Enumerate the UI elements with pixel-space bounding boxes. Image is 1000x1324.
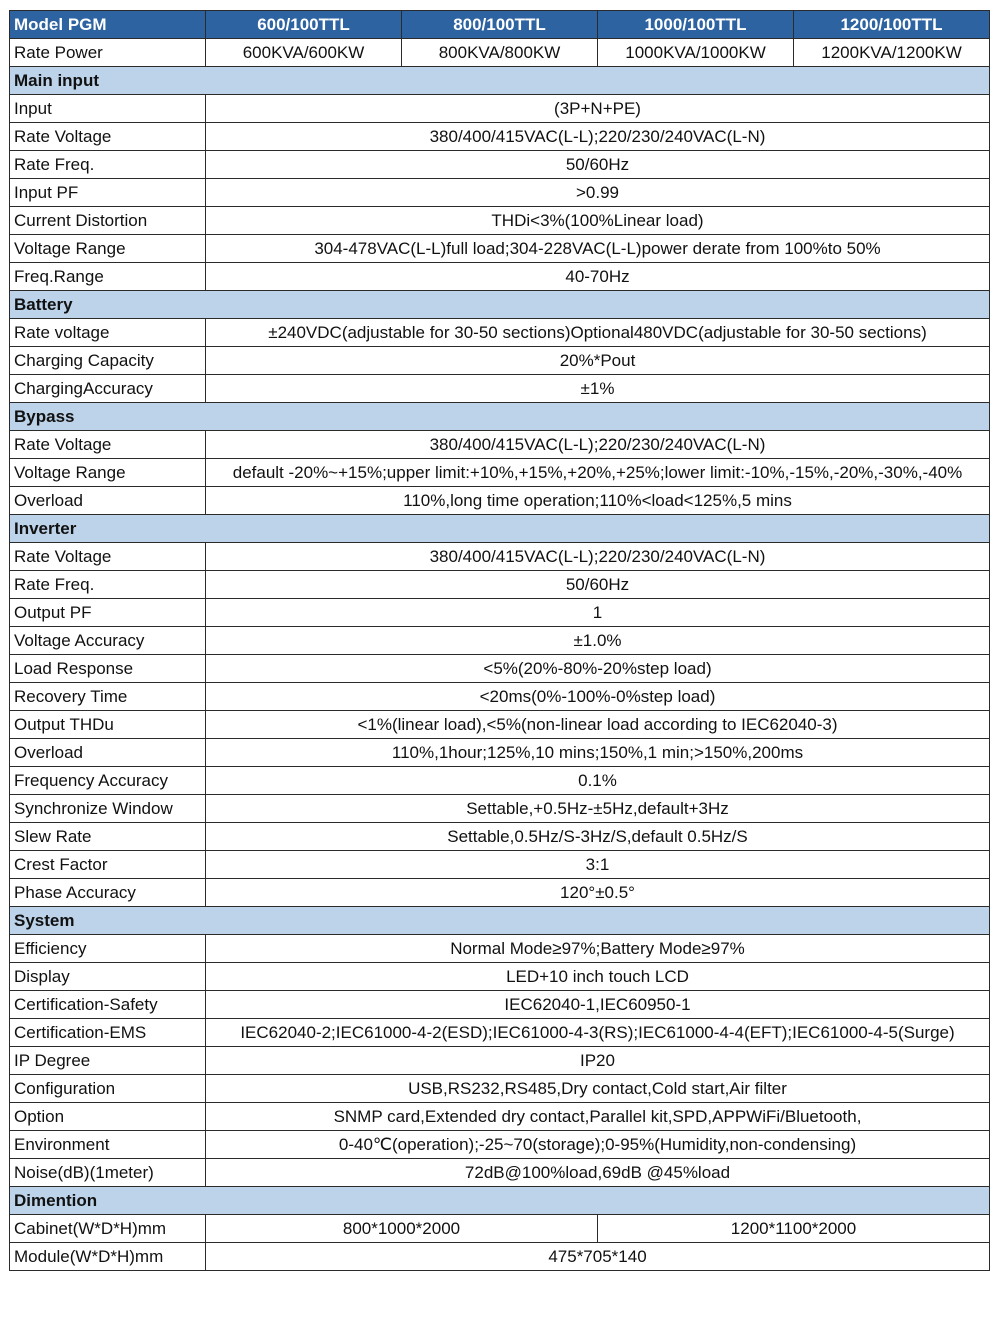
row-value: SNMP card,Extended dry contact,Parallel kit,SPD,APPWiFi/Bluetooth, xyxy=(206,1103,990,1131)
row-value: 380/400/415VAC(L-L);220/230/240VAC(L-N) xyxy=(206,431,990,459)
row-value: 1 xyxy=(206,599,990,627)
section-title: Battery xyxy=(10,291,990,319)
cabinet-value: 1200*1100*2000 xyxy=(598,1215,990,1243)
section-title: Inverter xyxy=(10,515,990,543)
row-label: Charging Capacity xyxy=(10,347,206,375)
row-value: Settable,+0.5Hz-±5Hz,default+3Hz xyxy=(206,795,990,823)
row-label: Phase Accuracy xyxy=(10,879,206,907)
cabinet-row xyxy=(10,1215,990,1243)
row-value: 0.1% xyxy=(206,767,990,795)
table-row xyxy=(10,459,990,487)
row-label: Overload xyxy=(10,487,206,515)
row-value: default -20%~+15%;upper limit:+10%,+15%,+20%,+25%;lower limit:-10%,-15%,-20%,-30%,-40% xyxy=(206,459,990,487)
table-row xyxy=(10,207,990,235)
row-value: 50/60Hz xyxy=(206,151,990,179)
row-value: IP20 xyxy=(206,1047,990,1075)
row-label: Voltage Accuracy xyxy=(10,627,206,655)
table-row xyxy=(10,571,990,599)
table-row xyxy=(10,375,990,403)
table-row xyxy=(10,1019,990,1047)
row-label: Rate Voltage xyxy=(10,123,206,151)
section-header-row xyxy=(10,67,990,95)
section-header-row xyxy=(10,291,990,319)
row-value: 110%,long time operation;110%<load<125%,5 mins xyxy=(206,487,990,515)
row-label: Certification-Safety xyxy=(10,991,206,1019)
table-row xyxy=(10,123,990,151)
row-label: Rate Voltage xyxy=(10,431,206,459)
row-label: Display xyxy=(10,963,206,991)
module-value: 475*705*140 xyxy=(206,1243,990,1271)
row-value: LED+10 inch touch LCD xyxy=(206,963,990,991)
section-title: Dimention xyxy=(10,1187,990,1215)
rate-power-value: 600KVA/600KW xyxy=(206,39,402,67)
row-value: 20%*Pout xyxy=(206,347,990,375)
row-value: 3:1 xyxy=(206,851,990,879)
row-value: <20ms(0%-100%-0%step load) xyxy=(206,683,990,711)
table-row xyxy=(10,347,990,375)
row-value: 0-40℃(operation);-25~70(storage);0-95%(Humidity,non-condensing) xyxy=(206,1131,990,1159)
row-label: Efficiency xyxy=(10,935,206,963)
row-label: Environment xyxy=(10,1131,206,1159)
table-row xyxy=(10,711,990,739)
row-value: 40-70Hz xyxy=(206,263,990,291)
row-value: 120°±0.5° xyxy=(206,879,990,907)
row-label: Rate Freq. xyxy=(10,151,206,179)
section-header-row xyxy=(10,515,990,543)
row-value: IEC62040-2;IEC61000-4-2(ESD);IEC61000-4-3(RS);IEC61000-4-4(EFT);IEC61000-4-5(Surge) xyxy=(206,1019,990,1047)
table-row xyxy=(10,963,990,991)
table-row xyxy=(10,235,990,263)
row-value: 110%,1hour;125%,10 mins;150%,1 min;>150%,200ms xyxy=(206,739,990,767)
row-label: IP Degree xyxy=(10,1047,206,1075)
row-label: Configuration xyxy=(10,1075,206,1103)
table-row xyxy=(10,543,990,571)
row-label: Load Response xyxy=(10,655,206,683)
table-row xyxy=(10,95,990,123)
section-header-row xyxy=(10,1187,990,1215)
row-label: Input PF xyxy=(10,179,206,207)
row-label: Module(W*D*H)mm xyxy=(10,1243,206,1271)
row-label: Rate Voltage xyxy=(10,543,206,571)
table-row xyxy=(10,319,990,347)
column-header: 1000/100TTL xyxy=(598,11,794,39)
table-row xyxy=(10,151,990,179)
row-label: Option xyxy=(10,1103,206,1131)
column-header: 800/100TTL xyxy=(402,11,598,39)
row-label: Frequency Accuracy xyxy=(10,767,206,795)
section-header-row xyxy=(10,907,990,935)
table-row xyxy=(10,1131,990,1159)
row-label: Overload xyxy=(10,739,206,767)
row-label: Voltage Range xyxy=(10,235,206,263)
rate-power-row xyxy=(10,39,990,67)
cabinet-value: 800*1000*2000 xyxy=(206,1215,598,1243)
table-row xyxy=(10,879,990,907)
table-row xyxy=(10,767,990,795)
row-value: IEC62040-1,IEC60950-1 xyxy=(206,991,990,1019)
row-label: ChargingAccuracy xyxy=(10,375,206,403)
row-value: >0.99 xyxy=(206,179,990,207)
row-label: Output THDu xyxy=(10,711,206,739)
row-label: Rate Power xyxy=(10,39,206,67)
spec-table xyxy=(9,10,990,1271)
table-row xyxy=(10,1159,990,1187)
table-row xyxy=(10,627,990,655)
row-value: USB,RS232,RS485,Dry contact,Cold start,Air filter xyxy=(206,1075,990,1103)
spec-table-body xyxy=(10,11,990,1271)
row-label: Input xyxy=(10,95,206,123)
table-row xyxy=(10,935,990,963)
rate-power-value: 800KVA/800KW xyxy=(402,39,598,67)
row-value: 304-478VAC(L-L)full load;304-228VAC(L-L)power derate from 100%to 50% xyxy=(206,235,990,263)
table-row xyxy=(10,1103,990,1131)
row-value: <5%(20%-80%-20%step load) xyxy=(206,655,990,683)
section-title: Bypass xyxy=(10,403,990,431)
section-title: Main input xyxy=(10,67,990,95)
row-value: THDi<3%(100%Linear load) xyxy=(206,207,990,235)
table-row xyxy=(10,431,990,459)
row-label: Certification-EMS xyxy=(10,1019,206,1047)
table-row xyxy=(10,179,990,207)
header-row xyxy=(10,11,990,39)
row-label: Synchronize Window xyxy=(10,795,206,823)
row-label: Rate Freq. xyxy=(10,571,206,599)
row-value: Settable,0.5Hz/S-3Hz/S,default 0.5Hz/S xyxy=(206,823,990,851)
row-label: Recovery Time xyxy=(10,683,206,711)
row-value: 72dB@100%load,69dB @45%load xyxy=(206,1159,990,1187)
table-row xyxy=(10,263,990,291)
row-label: Voltage Range xyxy=(10,459,206,487)
row-value: <1%(linear load),<5%(non-linear load according to IEC62040-3) xyxy=(206,711,990,739)
module-row xyxy=(10,1243,990,1271)
rate-power-value: 1000KVA/1000KW xyxy=(598,39,794,67)
model-header: Model PGM xyxy=(10,11,206,39)
row-label: Freq.Range xyxy=(10,263,206,291)
row-value: (3P+N+PE) xyxy=(206,95,990,123)
column-header: 600/100TTL xyxy=(206,11,402,39)
table-row xyxy=(10,599,990,627)
row-label: Current Distortion xyxy=(10,207,206,235)
section-header-row xyxy=(10,403,990,431)
row-label: Crest Factor xyxy=(10,851,206,879)
row-label: Output PF xyxy=(10,599,206,627)
section-title: System xyxy=(10,907,990,935)
column-header: 1200/100TTL xyxy=(794,11,990,39)
table-row xyxy=(10,795,990,823)
table-row xyxy=(10,739,990,767)
rate-power-value: 1200KVA/1200KW xyxy=(794,39,990,67)
table-row xyxy=(10,823,990,851)
row-label: Cabinet(W*D*H)mm xyxy=(10,1215,206,1243)
table-row xyxy=(10,1047,990,1075)
table-row xyxy=(10,1075,990,1103)
row-label: Slew Rate xyxy=(10,823,206,851)
row-value: ±1% xyxy=(206,375,990,403)
row-value: ±1.0% xyxy=(206,627,990,655)
table-row xyxy=(10,683,990,711)
row-label: Noise(dB)(1meter) xyxy=(10,1159,206,1187)
row-value: 380/400/415VAC(L-L);220/230/240VAC(L-N) xyxy=(206,123,990,151)
table-row xyxy=(10,487,990,515)
row-value: Normal Mode≥97%;Battery Mode≥97% xyxy=(206,935,990,963)
row-value: ±240VDC(adjustable for 30-50 sections)Optional480VDC(adjustable for 30-50 sections) xyxy=(206,319,990,347)
row-value: 50/60Hz xyxy=(206,571,990,599)
row-label: Rate voltage xyxy=(10,319,206,347)
table-row xyxy=(10,991,990,1019)
table-row xyxy=(10,655,990,683)
row-value: 380/400/415VAC(L-L);220/230/240VAC(L-N) xyxy=(206,543,990,571)
table-row xyxy=(10,851,990,879)
